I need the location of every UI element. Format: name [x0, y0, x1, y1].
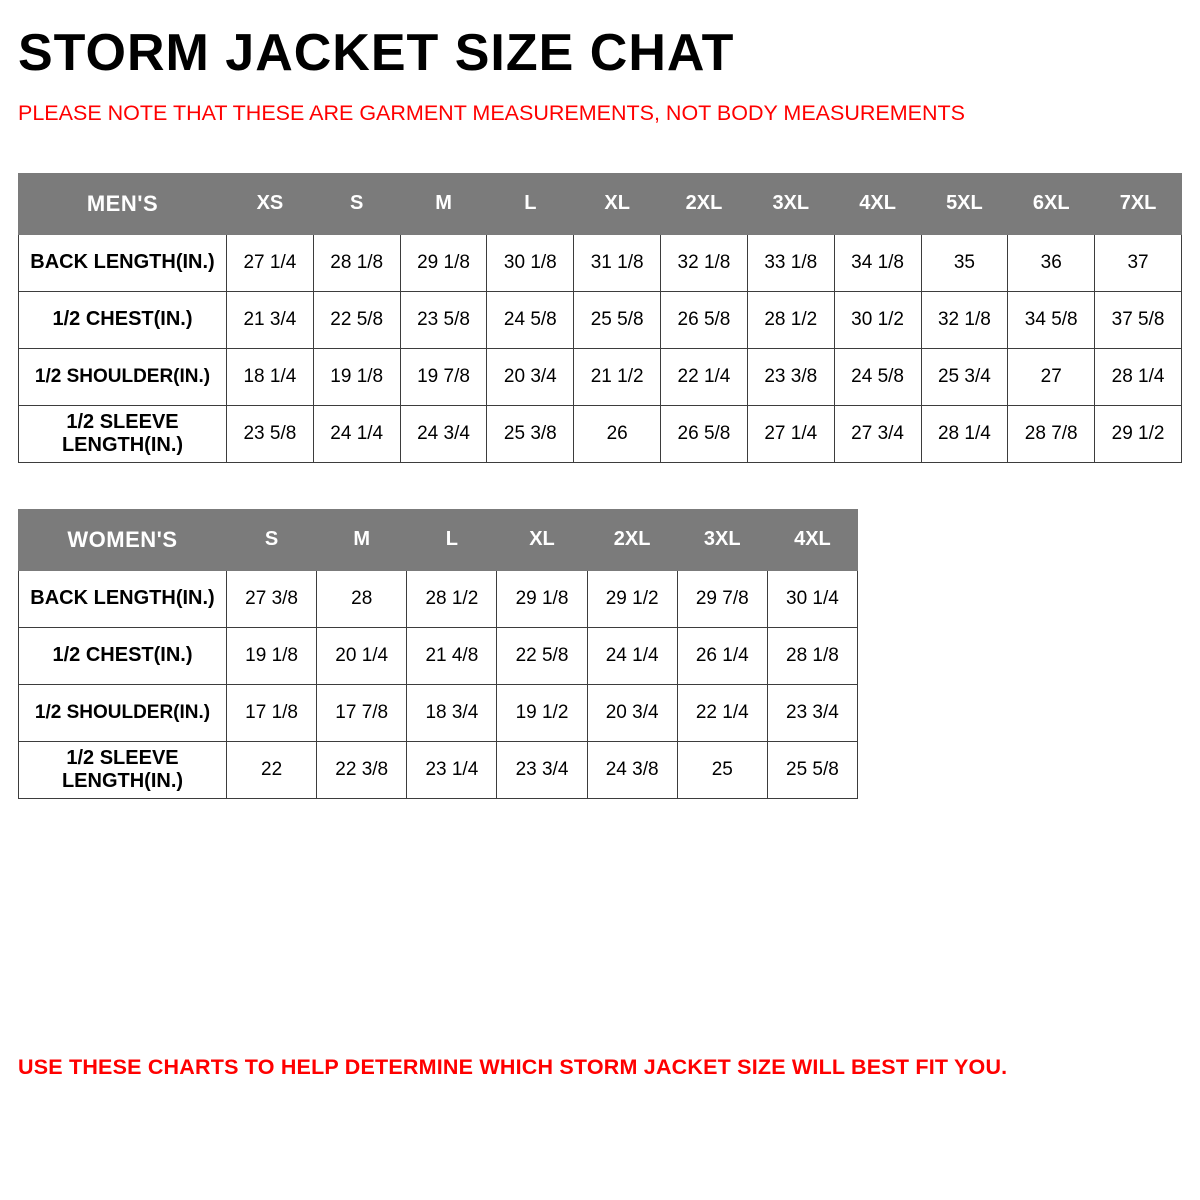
womens-col-m: M — [317, 509, 407, 570]
cell: 32 1/8 — [661, 234, 748, 291]
table-row — [19, 570, 858, 627]
mens-row-label-half-shoulder: 1/2 SHOULDER(IN.) — [19, 348, 227, 405]
cell: 23 1/4 — [407, 741, 497, 798]
cell: 28 1/2 — [747, 291, 834, 348]
table-row — [19, 684, 858, 741]
cell: 24 3/8 — [587, 741, 677, 798]
mens-col-xs: XS — [227, 173, 314, 234]
womens-row-label-half-sleeve-length: 1/2 SLEEVE LENGTH(IN.) — [19, 741, 227, 798]
page-title: STORM JACKET SIZE CHAT — [18, 24, 735, 82]
womens-row-label-back-length: BACK LENGTH(IN.) — [19, 570, 227, 627]
cell: 36 — [1008, 234, 1095, 291]
mens-col-3xl: 3XL — [747, 173, 834, 234]
cell: 23 3/8 — [747, 348, 834, 405]
cell: 29 1/2 — [587, 570, 677, 627]
mens-col-5xl: 5XL — [921, 173, 1008, 234]
mens-table-body — [19, 234, 1182, 462]
cell: 25 5/8 — [767, 741, 857, 798]
cell: 29 1/8 — [400, 234, 487, 291]
mens-col-4xl: 4XL — [834, 173, 921, 234]
cell: 22 1/4 — [677, 684, 767, 741]
bottom-note: USE THESE CHARTS TO HELP DETERMINE WHICH STORM JACKET SIZE WILL BEST FIT YOU. — [18, 1055, 1008, 1079]
cell: 26 1/4 — [677, 627, 767, 684]
cell: 23 3/4 — [767, 684, 857, 741]
table-row — [19, 348, 1182, 405]
cell: 29 7/8 — [677, 570, 767, 627]
womens-table-body — [19, 570, 858, 798]
cell: 29 1/8 — [497, 570, 587, 627]
mens-col-7xl: 7XL — [1095, 173, 1182, 234]
cell: 35 — [921, 234, 1008, 291]
cell: 28 1/4 — [1095, 348, 1182, 405]
cell: 27 1/4 — [747, 405, 834, 462]
mens-table-header — [19, 173, 1182, 234]
table-header-row — [19, 173, 1182, 234]
cell: 22 5/8 — [497, 627, 587, 684]
mens-table-wrapper — [18, 173, 1182, 463]
mens-row-label-back-length: BACK LENGTH(IN.) — [19, 234, 227, 291]
cell: 19 1/8 — [227, 627, 317, 684]
mens-col-2xl: 2XL — [661, 173, 748, 234]
cell: 30 1/4 — [767, 570, 857, 627]
mens-col-m: M — [400, 173, 487, 234]
cell: 25 5/8 — [574, 291, 661, 348]
cell: 22 1/4 — [661, 348, 748, 405]
mens-row-label-half-sleeve-length: 1/2 SLEEVE LENGTH(IN.) — [19, 405, 227, 462]
cell: 23 5/8 — [227, 405, 314, 462]
cell: 17 7/8 — [317, 684, 407, 741]
mens-col-l: L — [487, 173, 574, 234]
cell: 25 3/4 — [921, 348, 1008, 405]
cell: 21 3/4 — [227, 291, 314, 348]
womens-corner-label: WOMEN'S — [19, 509, 227, 570]
cell: 20 3/4 — [487, 348, 574, 405]
womens-row-label-half-chest: 1/2 CHEST(IN.) — [19, 627, 227, 684]
cell: 31 1/8 — [574, 234, 661, 291]
mens-col-6xl: 6XL — [1008, 173, 1095, 234]
cell: 25 — [677, 741, 767, 798]
mens-col-xl: XL — [574, 173, 661, 234]
cell: 20 3/4 — [587, 684, 677, 741]
cell: 17 1/8 — [227, 684, 317, 741]
cell: 28 — [317, 570, 407, 627]
womens-col-l: L — [407, 509, 497, 570]
cell: 23 3/4 — [497, 741, 587, 798]
cell: 27 3/8 — [227, 570, 317, 627]
cell: 19 1/8 — [313, 348, 400, 405]
cell: 30 1/8 — [487, 234, 574, 291]
table-header-row — [19, 509, 858, 570]
cell: 34 5/8 — [1008, 291, 1095, 348]
cell: 21 1/2 — [574, 348, 661, 405]
cell: 26 5/8 — [661, 405, 748, 462]
womens-col-3xl: 3XL — [677, 509, 767, 570]
mens-col-s: S — [313, 173, 400, 234]
cell: 27 3/4 — [834, 405, 921, 462]
cell: 20 1/4 — [317, 627, 407, 684]
cell: 18 3/4 — [407, 684, 497, 741]
womens-col-2xl: 2XL — [587, 509, 677, 570]
cell: 26 — [574, 405, 661, 462]
womens-size-table — [18, 509, 858, 799]
womens-col-xl: XL — [497, 509, 587, 570]
cell: 24 1/4 — [313, 405, 400, 462]
cell: 29 1/2 — [1095, 405, 1182, 462]
cell: 19 7/8 — [400, 348, 487, 405]
cell: 27 1/4 — [227, 234, 314, 291]
table-row — [19, 627, 858, 684]
cell: 28 1/2 — [407, 570, 497, 627]
cell: 19 1/2 — [497, 684, 587, 741]
cell: 32 1/8 — [921, 291, 1008, 348]
cell: 28 1/8 — [767, 627, 857, 684]
mens-corner-label: MEN'S — [19, 173, 227, 234]
cell: 37 5/8 — [1095, 291, 1182, 348]
cell: 24 3/4 — [400, 405, 487, 462]
top-note: PLEASE NOTE THAT THESE ARE GARMENT MEASUREMENTS, NOT BODY MEASUREMENTS — [18, 100, 965, 125]
cell: 22 3/8 — [317, 741, 407, 798]
table-row — [19, 405, 1182, 462]
cell: 24 5/8 — [834, 348, 921, 405]
cell: 26 5/8 — [661, 291, 748, 348]
womens-table-wrapper — [18, 509, 1182, 799]
cell: 33 1/8 — [747, 234, 834, 291]
womens-row-label-half-shoulder: 1/2 SHOULDER(IN.) — [19, 684, 227, 741]
table-row — [19, 741, 858, 798]
cell: 28 1/8 — [313, 234, 400, 291]
cell: 22 5/8 — [313, 291, 400, 348]
table-row — [19, 234, 1182, 291]
cell: 34 1/8 — [834, 234, 921, 291]
mens-row-label-half-chest: 1/2 CHEST(IN.) — [19, 291, 227, 348]
cell: 21 4/8 — [407, 627, 497, 684]
cell: 23 5/8 — [400, 291, 487, 348]
cell: 30 1/2 — [834, 291, 921, 348]
table-row — [19, 291, 1182, 348]
cell: 24 5/8 — [487, 291, 574, 348]
womens-table-header — [19, 509, 858, 570]
cell: 25 3/8 — [487, 405, 574, 462]
cell: 28 7/8 — [1008, 405, 1095, 462]
cell: 22 — [227, 741, 317, 798]
mens-size-table — [18, 173, 1182, 463]
womens-col-4xl: 4XL — [767, 509, 857, 570]
cell: 28 1/4 — [921, 405, 1008, 462]
womens-col-s: S — [227, 509, 317, 570]
cell: 37 — [1095, 234, 1182, 291]
cell: 24 1/4 — [587, 627, 677, 684]
cell: 18 1/4 — [227, 348, 314, 405]
cell: 27 — [1008, 348, 1095, 405]
